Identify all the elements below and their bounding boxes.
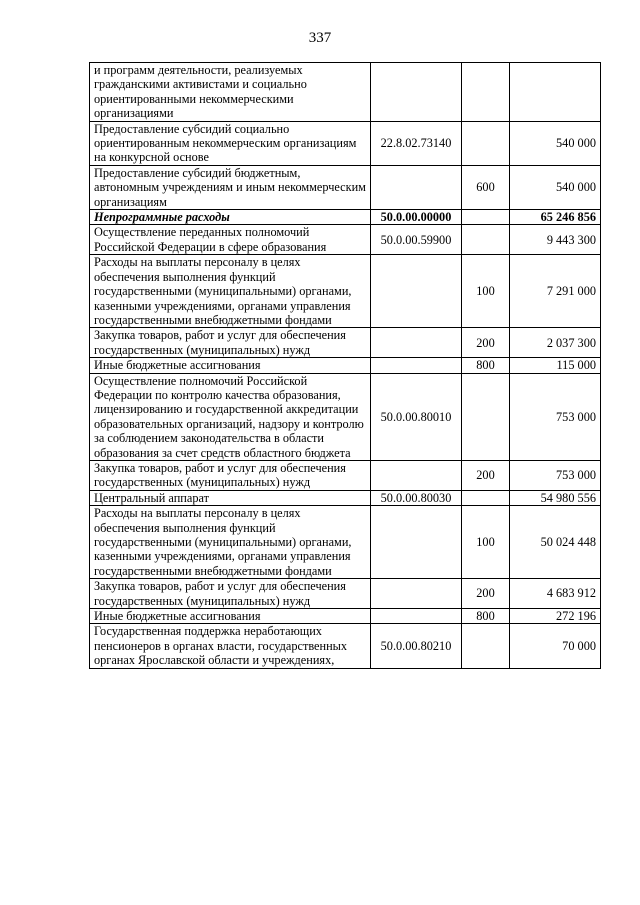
- amount-cell: 753 000: [510, 460, 601, 490]
- table-row: [90, 225, 601, 255]
- target-code-cell: [371, 460, 462, 490]
- amount-cell: [510, 63, 601, 122]
- table-row: [90, 609, 601, 624]
- table-row: [90, 460, 601, 490]
- amount-cell: 54 980 556: [510, 490, 601, 505]
- target-code-cell: 50.0.00.80010: [371, 373, 462, 460]
- target-code-cell: 22.8.02.73140: [371, 121, 462, 165]
- budget-table-body: [90, 63, 601, 669]
- expense-type-cell: [462, 210, 510, 225]
- expense-name-cell: Предоставление субсидий социально ориентированным некоммерческим организациям на конкурсной основе: [90, 121, 371, 165]
- table-row: [90, 63, 601, 122]
- expense-type-cell: 200: [462, 328, 510, 358]
- expense-type-cell: 800: [462, 358, 510, 373]
- expense-type-cell: 800: [462, 609, 510, 624]
- expense-name-cell: Закупка товаров, работ и услуг для обеспечения государственных (муниципальных) нужд: [90, 328, 371, 358]
- table-row: [90, 490, 601, 505]
- expense-name-cell: Непрограммные расходы: [90, 210, 371, 225]
- table-row: [90, 328, 601, 358]
- target-code-cell: 50.0.00.80030: [371, 490, 462, 505]
- table-row: [90, 506, 601, 579]
- expense-type-cell: 100: [462, 506, 510, 579]
- amount-cell: 9 443 300: [510, 225, 601, 255]
- expense-type-cell: [462, 490, 510, 505]
- expense-name-cell: Иные бюджетные ассигнования: [90, 358, 371, 373]
- target-code-cell: [371, 328, 462, 358]
- target-code-cell: [371, 255, 462, 328]
- amount-cell: 65 246 856: [510, 210, 601, 225]
- target-code-cell: 50.0.00.80210: [371, 624, 462, 668]
- table-row: [90, 165, 601, 209]
- expense-type-cell: 100: [462, 255, 510, 328]
- amount-cell: 272 196: [510, 609, 601, 624]
- expense-name-cell: Иные бюджетные ассигнования: [90, 609, 371, 624]
- expense-name-cell: Осуществление полномочий Российской Федерации по контролю качества образования, лицензированию и государственной аккредитации образовательных организаций, надзору и контролю за соблюдением законодательства в области образования за счет средств областного бюджета: [90, 373, 371, 460]
- expense-name-cell: и программ деятельности, реализуемых гражданскими активистами и социально ориентированными некоммерческими организациями: [90, 63, 371, 122]
- page-number: 337: [308, 30, 332, 46]
- expense-name-cell: Закупка товаров, работ и услуг для обеспечения государственных (муниципальных) нужд: [90, 460, 371, 490]
- expense-type-cell: [462, 63, 510, 122]
- amount-cell: 2 037 300: [510, 328, 601, 358]
- amount-cell: 70 000: [510, 624, 601, 668]
- amount-cell: 753 000: [510, 373, 601, 460]
- target-code-cell: [371, 579, 462, 609]
- table-row: [90, 373, 601, 460]
- expense-type-cell: [462, 373, 510, 460]
- amount-cell: 7 291 000: [510, 255, 601, 328]
- amount-cell: 4 683 912: [510, 579, 601, 609]
- table-row: [90, 624, 601, 668]
- target-code-cell: [371, 63, 462, 122]
- expense-type-cell: 600: [462, 165, 510, 209]
- expense-name-cell: Государственная поддержка неработающих пенсионеров в органах власти, государственных органах Ярославской области и учреждениях,: [90, 624, 371, 668]
- table-row: [90, 210, 601, 225]
- expense-type-cell: [462, 121, 510, 165]
- amount-cell: 540 000: [510, 121, 601, 165]
- expense-type-cell: 200: [462, 579, 510, 609]
- table-row: [90, 255, 601, 328]
- target-code-cell: 50.0.00.59900: [371, 225, 462, 255]
- amount-cell: 540 000: [510, 165, 601, 209]
- expense-type-cell: 200: [462, 460, 510, 490]
- budget-table: [89, 62, 601, 669]
- table-row: [90, 358, 601, 373]
- expense-name-cell: Закупка товаров, работ и услуг для обеспечения государственных (муниципальных) нужд: [90, 579, 371, 609]
- target-code-cell: [371, 506, 462, 579]
- table-row: [90, 121, 601, 165]
- target-code-cell: 50.0.00.00000: [371, 210, 462, 225]
- expense-name-cell: Осуществление переданных полномочий Российской Федерации в сфере образования: [90, 225, 371, 255]
- expense-name-cell: Расходы на выплаты персоналу в целях обеспечения выполнения функций государственными (муниципальными) органами, казенными учреждениями, органами управления государственными внебюджетными фондами: [90, 506, 371, 579]
- expense-type-cell: [462, 225, 510, 255]
- expense-name-cell: Расходы на выплаты персоналу в целях обеспечения выполнения функций государственными (муниципальными) органами, казенными учреждениями, органами управления государственными внебюджетными фондами: [90, 255, 371, 328]
- amount-cell: 50 024 448: [510, 506, 601, 579]
- target-code-cell: [371, 609, 462, 624]
- table-row: [90, 579, 601, 609]
- expense-name-cell: Центральный аппарат: [90, 490, 371, 505]
- target-code-cell: [371, 358, 462, 373]
- target-code-cell: [371, 165, 462, 209]
- expense-name-cell: Предоставление субсидий бюджетным, автономным учреждениям и иным некоммерческим организациям: [90, 165, 371, 209]
- amount-cell: 115 000: [510, 358, 601, 373]
- expense-type-cell: [462, 624, 510, 668]
